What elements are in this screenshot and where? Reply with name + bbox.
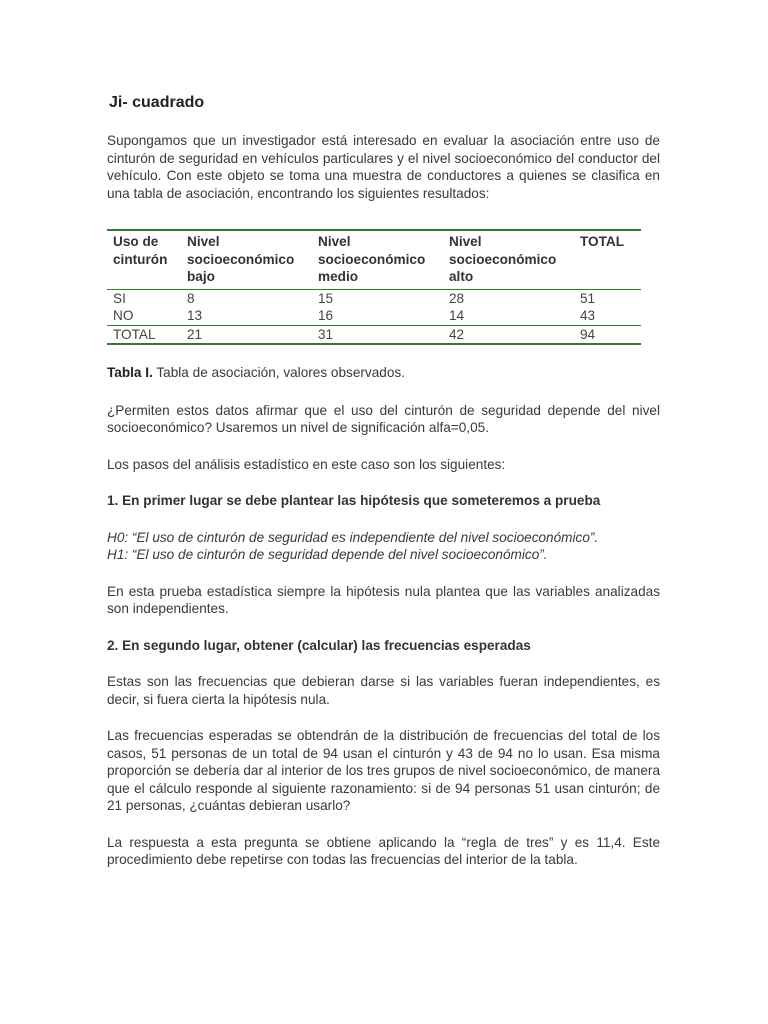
header-nivel-medio: Nivel socioeconómico medio [312,230,443,289]
header-total: TOTAL [574,230,641,289]
caption-label: Tabla I. [107,365,153,380]
document-page [107,94,660,869]
caption-text: Tabla de asociación, valores observados. [152,365,405,380]
page-title: Ji- cuadrado [109,94,205,111]
intro-paragraph: Supongamos que un investigador está interesado en evaluar la asociación entre uso de cinturón de seguridad en vehículos particulares y el nivel socioeconómico del conductor del vehículo. Con este objeto se toma una muestra de conductores a quienes se clasifica en una tabla de asociación, encontrando los siguientes resultados: [107,133,660,201]
table-caption [107,364,660,382]
association-table [107,229,641,345]
cell: 94 [574,325,641,344]
cell: 15 [318,290,334,306]
cell: 13 [187,308,203,323]
step2-paragraph-2: Las frecuencias esperadas se obtendrán de la distribución de frecuencias del total de los casos, 51 personas de un total de 94 usan el cinturón y 43 de 94 no lo usan. Esa misma proporción se debería dar al interior de los tres grupos de nivel socioeconómico, de manera que el cálculo responde al siguiente razonamiento: si de 94 personas 51 usan cinturón; de 21 personas, ¿cuántas debieran usarlo? [107,728,660,813]
hypothesis-h1: H1: “El uso de cinturón de seguridad depende del nivel socioeconómico”. [107,547,548,562]
table-header-row [107,230,641,289]
cell: NO [113,308,134,323]
step2-paragraph-1: Estas son las frecuencias que debieran darse si las variables fueran independientes, es decir, si fuera cierta la hipótesis nula. [107,674,660,707]
cell: SI [113,290,126,306]
cell: 43 [580,308,596,323]
cell: 28 [449,290,465,306]
cell: 21 [181,325,312,344]
table-row-total [107,325,641,344]
question-paragraph: ¿Permiten estos datos afirmar que el uso del cinturón de seguridad depende del nivel socioeconómico? Usaremos un nivel de significación alfa=0,05. [107,402,660,435]
steps-intro-paragraph: Los pasos del análisis estadístico en este caso son los siguientes: [107,456,506,472]
header-uso-cinturon: Uso de cinturón [107,230,181,289]
header-nivel-bajo: Nivel socioeconómico bajo [181,230,312,289]
step2-paragraph-3: La respuesta a esta pregunta se obtiene aplicando la “regla de tres” y es 11,4. Este procedimiento debe repetirse con todas las frecuencias del interior de la tabla. [107,834,660,867]
cell: 16 [318,308,334,323]
step1-note: En esta prueba estadística siempre la hipótesis nula plantea que las variables analizadas son independientes. [107,583,660,616]
table-row-no [107,307,641,325]
cell: 8 [187,290,195,306]
cell: TOTAL [107,325,181,344]
table-row-si [107,289,641,307]
step2-heading: 2. En segundo lugar, obtener (calcular) las frecuencias esperadas [107,637,531,653]
cell: 31 [312,325,443,344]
cell: 42 [443,325,574,344]
hypothesis-h0: H0: “El uso de cinturón de seguridad es independiente del nivel socioeconómico”. [107,529,599,545]
cell: 51 [580,290,596,306]
cell: 14 [449,308,465,323]
header-nivel-alto: Nivel socioeconómico alto [443,230,574,289]
step1-heading: 1. En primer lugar se debe plantear las hipótesis que someteremos a prueba [107,493,601,508]
